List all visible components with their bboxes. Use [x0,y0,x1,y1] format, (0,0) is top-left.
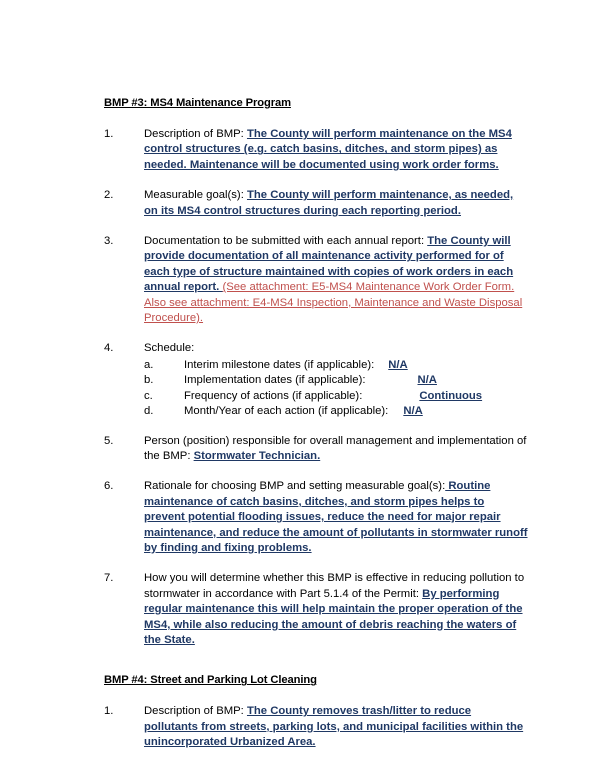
list-item-body [144,127,528,173]
list-item-body [144,234,528,326]
item-prompt: Person (position) responsible for overall management and implementation of the BMP: [144,434,527,462]
item-prompt: Measurable goal(s): [144,189,247,202]
schedule-row-d [144,404,528,419]
section-heading-block-bmp4 [104,670,528,688]
item-prompt: Rationale for choosing BMP and setting measurable goal(s): [144,480,446,493]
list-item-number: 6. [104,480,114,493]
item-answer: The County will provide documentation of all maintenance activity performed for of each type of structure maintained with copies of work orders in each annual report. [144,235,514,294]
list-item-body [144,479,528,556]
item-prompt: Description of BMP: [144,705,247,718]
page-title-bmp3: BMP #3: MS4 Maintenance Program [104,97,291,109]
item-prompt: Documentation to be submitted with each annual report: [144,235,428,248]
sub-item-value: N/A [388,358,408,371]
list-item-number: 2. [104,189,114,202]
list-item-bmp3-1 [104,127,528,173]
list-item-bmp3-6 [104,479,528,556]
sub-item-label: Frequency of actions (if applicable): [184,389,363,402]
sub-item-value: Continuous [419,389,483,402]
item-prompt: Description of BMP: [144,128,247,140]
item-answer-attachment-note: (See attachment: E5-MS4 Maintenance Work Order Form. Also see attachment: E4-MS4 Inspection, Maintenance and Waste Disposal Procedure). [144,281,523,325]
schedule-row-a [144,358,528,373]
list-item-body [144,571,528,648]
sub-item-letter: b. [144,374,154,387]
schedule-sub-list [144,358,528,420]
item-answer: Stormwater Technician. [193,449,321,462]
sub-item-letter: c. [144,389,153,402]
list-item-number: 1. [104,705,114,718]
list-item-number: 3. [104,235,114,248]
list-item-bmp3-7 [104,571,528,648]
sub-item-letter: a. [144,358,154,371]
item-answer: The County will perform maintenance on the MS4 control structures (e.g. catch basins, ditches, and storm pipes) as needed. Maintenance will be documented using work order forms. [144,128,512,171]
item-prompt: Schedule: [144,342,195,355]
list-item-number: 1. [104,128,114,140]
sub-item-value: N/A [403,405,423,418]
list-item-body [144,434,528,465]
list-item-bmp3-3 [104,234,528,326]
sub-item-label: Implementation dates (if applicable): [184,374,366,387]
page-title-bmp4: BMP #4: Street and Parking Lot Cleaning [104,674,317,687]
sub-item-letter: d. [144,405,154,418]
list-item-body [144,188,528,219]
item-answer: The County removes trash/litter to reduce pollutants from streets, parking lots, and municipal facilities within the unincorporated Urbanized Area. [144,705,524,749]
document-content [104,93,528,766]
list-item-bmp4-1 [104,704,528,750]
sub-item-label: Interim milestone dates (if applicable): [184,358,375,371]
list-item-body [144,704,528,750]
list-item-bmp3-4 [104,341,528,419]
list-item-body [144,341,528,419]
sub-item-label: Month/Year of each action (if applicable): [184,405,389,418]
item-answer: Routine maintenance of catch basins, ditches, and storm pipes helps to prevent potential flooding issues, reduce the need for major repair maintenance, and reduce the amount of pollutants in stormwater runoff by finding and fixing problems. [144,480,528,554]
list-item-number: 7. [104,572,114,585]
schedule-row-c [144,389,528,404]
item-answer: By performing regular maintenance this will help maintain the proper operation of the MS4, while also reducing the amount of debris reaching the waters of the State. [144,587,523,646]
list-item-number: 5. [104,434,114,447]
sub-item-value: N/A [417,374,437,387]
item-answer: The County will perform maintenance, as needed, on its MS4 control structures during each reporting period. [144,189,514,217]
section-heading-block-bmp3 [104,93,528,111]
list-item-bmp3-5 [104,434,528,465]
list-item-number: 4. [104,342,114,355]
schedule-row-b [144,373,528,388]
item-prompt: How you will determine whether this BMP is effective in reducing pollution to stormwater in accordance with Part 5.1.4 of the Permit: [144,572,525,600]
list-item-bmp3-2 [104,188,528,219]
